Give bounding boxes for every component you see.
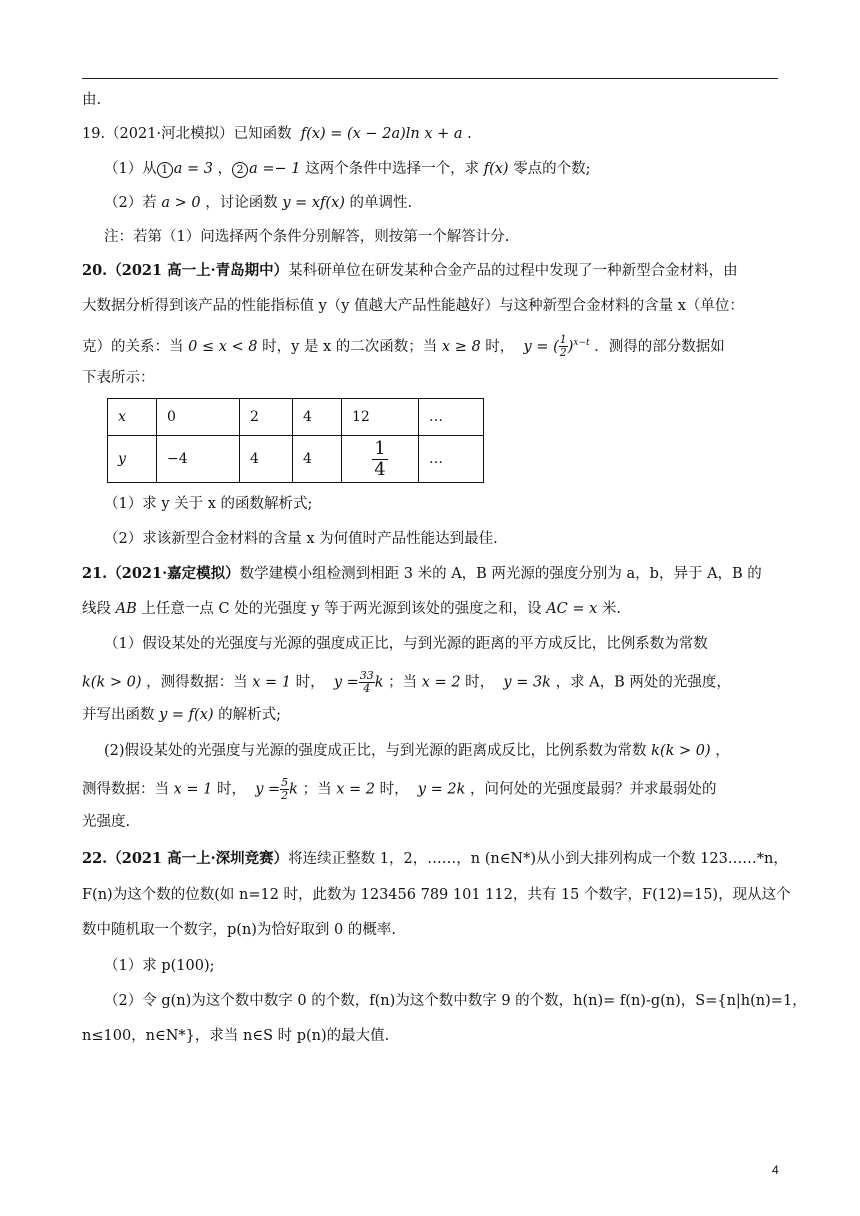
q21-p1-line3-b: 的解析式;	[218, 707, 282, 723]
q21-p1-line2	[82, 670, 782, 695]
q19-stem-text: 已知函数	[233, 126, 292, 142]
q22-part1: （1）求 p(100);	[104, 958, 215, 974]
table-cell: 4	[240, 436, 293, 483]
q21-p2-y2: y = 2k	[417, 781, 466, 798]
quarter-fraction: $\frac{1}{4}$	[374, 437, 386, 480]
table-cell: 4	[293, 399, 342, 436]
q21-p2-x1: x = 1	[173, 781, 213, 798]
q19-condition-2: a =− 1	[249, 161, 301, 177]
q22-source: （2021 高一上·深圳竞赛）	[107, 850, 289, 867]
half-fraction: $\frac{1}{2}$	[559, 333, 567, 360]
q21-p2-text-a: 测得数据：当	[82, 781, 169, 798]
table-cell: x	[108, 399, 157, 436]
table-cell: 4	[293, 436, 342, 483]
q21-p1-line1: （1）假设某处的光强度与光源的强度成正比，与到光源的距离的平方成反比，比例系数为常数	[104, 636, 708, 652]
q20-text-1: 某科研单位在研发某种合金产品的过程中发现了一种新型合金材料，由	[288, 263, 738, 279]
q20-number: 20.	[82, 262, 108, 279]
q21-p2-line3: 光强度.	[82, 814, 131, 830]
q19-part2-text: ，讨论函数	[205, 195, 278, 211]
q21-p1-text-d: 时，	[465, 674, 495, 691]
q19-stem: 19.（2021·河北模拟）已知函数 f(x) = (x − 2a)ln x + a .	[82, 126, 472, 142]
q22-number: 22.	[82, 850, 108, 867]
q21-p1-text-c: ；当	[388, 674, 418, 691]
q21-text-2b: 上任意一点 C 处的光强度 y 等于两光源到该处的强度之和，设	[141, 601, 542, 617]
q22-line2: F(n)为这个数的位数(如 n=12 时，此数为 123456 789 101 112，共有 15 个数字，F(12)=15)，现从这个	[82, 887, 791, 903]
q21-line2	[82, 599, 782, 619]
q19-number: 19.	[82, 126, 106, 142]
q21-p1-text-a: ，测得数据：当	[146, 674, 248, 691]
q21-source: （2021·嘉定模拟）	[107, 565, 240, 582]
q20-cond-2: x ≥ 8	[441, 338, 481, 355]
q21-p2-text-d: 时，	[379, 781, 409, 798]
q19-part1-fx: f(x)	[483, 161, 509, 177]
q21-p1-line3	[82, 705, 782, 725]
q20-part2: （2）求该新型合金材料的含量 x 为何值时产品性能达到最佳.	[104, 531, 498, 547]
q19-part2	[104, 193, 804, 213]
q21-p1-func: y = f(x)	[159, 707, 214, 723]
q19-part1-text: 这两个条件中选择一个，求	[305, 161, 480, 177]
table-cell: 0	[157, 399, 240, 436]
q20-line2: 大数据分析得到该产品的性能指标值 y（y 值越大产品性能越好）与这种新型合金材料的含量 x（单位：	[82, 298, 744, 314]
header-rule	[82, 78, 778, 79]
q21-p2-text-b: 时，	[217, 781, 246, 798]
table-cell: −4	[157, 436, 240, 483]
q20-text-3c: 时，	[485, 338, 515, 355]
q21-p2-k: k(k > 0)	[651, 743, 711, 759]
q20-source: （2021 高一上·青岛期中）	[107, 262, 289, 279]
data-table	[107, 398, 484, 483]
q19-function: f(x) = (x − 2a)ln x + a	[300, 126, 463, 142]
q21-text-1: 数学建模小组检测到相距 3 米的 A，B 两光源的强度分别为 a，b，异于 A，B 的	[239, 566, 762, 582]
q21-p2-text-c: ；当	[302, 781, 332, 798]
q19-part1-end: 零点的个数;	[513, 161, 591, 177]
circled-number-icon: 1	[157, 162, 173, 178]
table-cell: …	[419, 399, 484, 436]
q21-p1-y2: y = 3k	[503, 674, 551, 691]
q19-part1-label: （1）从	[104, 161, 157, 177]
q19-source: （2021·河北模拟）	[105, 126, 234, 142]
q21-k: k(k > 0)	[82, 674, 142, 691]
q21-p1-text-e: ，求 A，B 两处的光强度，	[555, 674, 731, 691]
q22-part2-line1: （2）令 g(n)为这个数中数字 0 的个数，f(n)为这个数中数字 9 的个数，h(n)= f(n)-g(n)，S={n|h(n)=1，	[104, 993, 807, 1009]
q21-ac: AC = x	[546, 601, 598, 617]
q21-p1-y1-post: k	[374, 674, 384, 691]
q20-line1	[82, 261, 782, 281]
q21-p2-line1-b: ，	[715, 743, 730, 759]
table-cell: y	[108, 436, 157, 483]
q21-p2-line1	[104, 741, 804, 761]
q20-text-3d: ．测得的部分数据如	[594, 338, 725, 355]
q19-part1: （1）从 1 a = 3 ， 2 a =− 1 这两个条件中选择一个，求 f(x) 零点的个数;	[104, 161, 591, 177]
table-cell: 2	[240, 399, 293, 436]
q21-p2-x2: x = 2	[336, 781, 375, 798]
q19-note: 注：若第（1）问选择两个条件分别解答，则按第一个解答计分.	[104, 229, 510, 245]
q21-p2-text-e: ，问何处的光强度最弱？并求最弱处的	[469, 781, 717, 798]
q19-condition-1: a = 3	[173, 161, 213, 177]
q22-line3: 数中随机取一个数字，p(n)为恰好取到 0 的概率.	[82, 922, 396, 938]
q21-segment: AB	[115, 601, 137, 617]
q21-p2-y1-pre: y =	[255, 781, 281, 798]
q21-p1-line3-a: 并写出函数	[82, 707, 155, 723]
q22-part2-line2: n≤100，n∈N*}，求当 n∈S 时 p(n)的最大值.	[82, 1028, 390, 1044]
q21-p2-line2	[82, 777, 782, 802]
q21-p1-y1-pre: y =	[333, 674, 359, 691]
table-cell-fraction	[342, 436, 419, 483]
q21-text-2a: 线段	[82, 601, 111, 617]
table-row	[108, 436, 484, 483]
q20-cond-1: 0 ≤ x < 8	[188, 338, 258, 355]
q21-p1-x2: x = 2	[421, 674, 461, 691]
q20-line4: 下表所示：	[82, 370, 155, 386]
q21-p1-text-b: 时，	[295, 674, 325, 691]
fraction-33-4: $\frac{33}{4}$	[359, 669, 374, 695]
q19-part2-cond: a > 0	[161, 195, 201, 211]
table-row	[108, 399, 484, 436]
q21-number: 21.	[82, 565, 108, 582]
q21-p2-y1-post: k	[289, 781, 298, 798]
page-number: 4	[772, 1163, 779, 1177]
q20-part1: （1）求 y 关于 x 的函数解析式;	[104, 496, 313, 512]
q20-exponent: x−t	[573, 338, 590, 348]
table-cell: …	[419, 436, 484, 483]
q20-text-3a: 克）的关系：当	[82, 338, 184, 355]
q20-line3: 克）的关系：当 0 ≤ x < 8 时，y 是 x 的二次函数；当 x ≥ 8 时， y = ( $\frac{1}{2}$ )$^{x-t}$ ．测得的部分数据如	[82, 333, 725, 360]
q21-text-2c: 米.	[601, 601, 622, 617]
q20-text-3b: 时，y 是 x 的二次函数；当	[262, 338, 438, 355]
fraction-5-2: $\frac{5}{2}$	[281, 776, 289, 802]
q19-part2-end: 的单调性.	[349, 195, 413, 211]
q22-text-1: 将连续正整数 1，2，……，n (n∈N*)从小到大排列构成一个数 123……*n，	[288, 851, 788, 867]
q21-line1	[82, 564, 782, 584]
top-fragment: 由.	[82, 92, 102, 108]
q19-part2-label: （2）若	[104, 195, 157, 211]
q21-p1-x1: x = 1	[252, 674, 291, 691]
q22-line1	[82, 849, 788, 869]
q20-y-formula: y = (	[523, 338, 559, 355]
table-cell: 12	[342, 399, 419, 436]
circled-number-icon: 2	[232, 162, 248, 178]
q19-part2-func: y = xf(x)	[282, 195, 345, 211]
q21-p2-line1-a: (2)假设某处的光强度与光源的强度成正比，与到光源的距离成反比，比例系数为常数	[104, 743, 647, 759]
